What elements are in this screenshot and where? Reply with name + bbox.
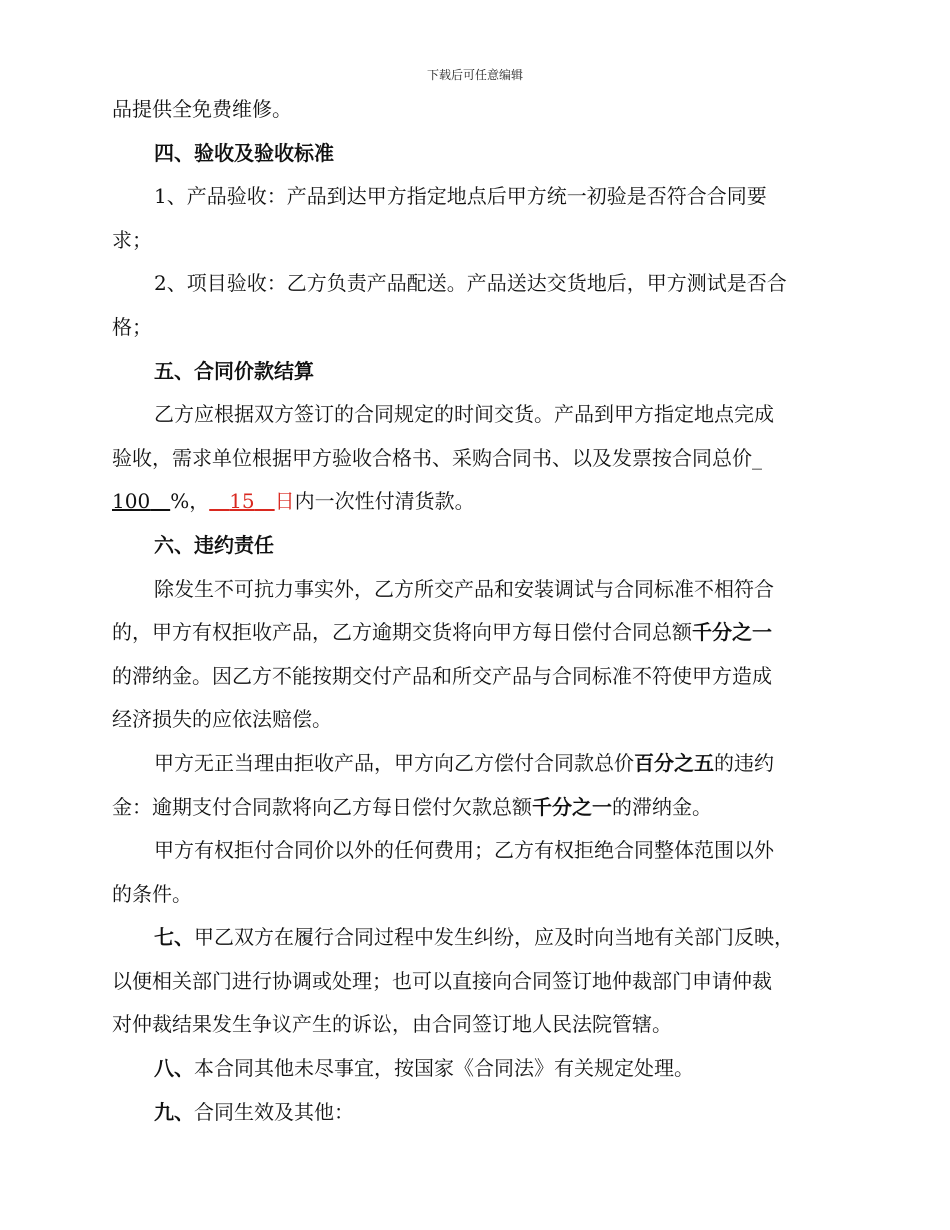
bold-term: 百分之五 <box>634 750 714 775</box>
paragraph-line: 2、项目验收：乙方负责产品配送。产品送达交货地后，甲方测试是否合 <box>154 271 787 296</box>
days-value: 15 <box>229 489 255 514</box>
text-run: 甲乙双方在履行合同过程中发生纠纷，应及时向当地有关部门反映， <box>194 925 794 950</box>
paragraph-line: 验收，需求单位根据甲方验收合格书、采购合同书、以及发票按合同总价_ <box>112 445 762 470</box>
percent-blank <box>112 480 170 524</box>
percent-value: 100 <box>112 489 151 514</box>
section-heading-liability: 六、违约责任 <box>154 532 274 557</box>
text-run: 金：逾期支付合同款将向乙方每日偿付欠款总额 <box>112 794 532 819</box>
paragraph-line: 经济损失的应依法赔偿。 <box>112 707 332 732</box>
paragraph-line: 的条件。 <box>112 881 192 906</box>
paragraph-line: 除发生不可抗力事实外，乙方所交产品和安装调试与合同标准不相符合 <box>154 576 774 601</box>
text-run: 甲方无正当理由拒收产品，甲方向乙方偿付合同款总价 <box>154 750 634 775</box>
clause-number: 八、 <box>154 1056 194 1081</box>
paragraph-line: 求； <box>112 227 152 252</box>
document-body <box>112 88 844 1134</box>
paragraph-line <box>112 611 844 655</box>
paragraph-line: 1、产品验收：产品到达甲方指定地点后甲方统一初验是否符合合同要 <box>154 184 767 209</box>
clause-number: 九、 <box>154 1099 194 1124</box>
text-run: 合同生效及其他： <box>194 1099 354 1124</box>
page-header: 下载后可任意编辑 <box>426 68 523 82</box>
paragraph-line <box>112 916 844 960</box>
paragraph-line: 甲方有权拒付合同价以外的任何费用；乙方有权拒绝合同整体范围以外 <box>154 838 774 863</box>
text-run: 的，甲方有权拒收产品，乙方逾期交货将向甲方每日偿付合同总额 <box>112 620 692 645</box>
percent-suffix: %， <box>170 489 210 514</box>
bold-term: 千分之一 <box>532 794 612 819</box>
paragraph-line: 以便相关部门进行协调或处理；也可以直接向合同签订地仲裁部门申请仲裁 <box>112 968 772 993</box>
paragraph-line: 的滞纳金。因乙方不能按期交付产品和所交产品与合同标准不符使甲方造成 <box>112 663 772 688</box>
clause-number: 七、 <box>154 925 194 950</box>
section-heading-acceptance: 四、验收及验收标准 <box>154 140 334 165</box>
paragraph-line <box>112 1091 844 1135</box>
paragraph-line <box>112 1047 844 1091</box>
paragraph-line-payment <box>112 480 844 524</box>
text-run: 的滞纳金。 <box>612 794 712 819</box>
text-run: 本合同其他未尽事宜，按国家《合同法》有关规定处理。 <box>194 1056 694 1081</box>
paragraph-line: 品提供全免费维修。 <box>112 97 292 121</box>
days-unit: 日 <box>274 489 295 514</box>
text-run: 的违约 <box>714 750 774 775</box>
bold-term: 千分之一 <box>692 620 772 645</box>
paragraph-line <box>112 786 844 830</box>
days-blank <box>209 480 274 524</box>
payment-rest: 内一次性付清货款。 <box>294 489 475 514</box>
paragraph-line <box>112 742 844 786</box>
paragraph-line: 乙方应根据双方签订的合同规定的时间交货。产品到甲方指定地点完成 <box>154 402 774 427</box>
section-heading-settlement: 五、合同价款结算 <box>154 358 314 383</box>
paragraph-line: 对仲裁结果发生争议产生的诉讼，由合同签订地人民法院管辖。 <box>112 1012 672 1037</box>
paragraph-line: 格； <box>112 314 152 339</box>
